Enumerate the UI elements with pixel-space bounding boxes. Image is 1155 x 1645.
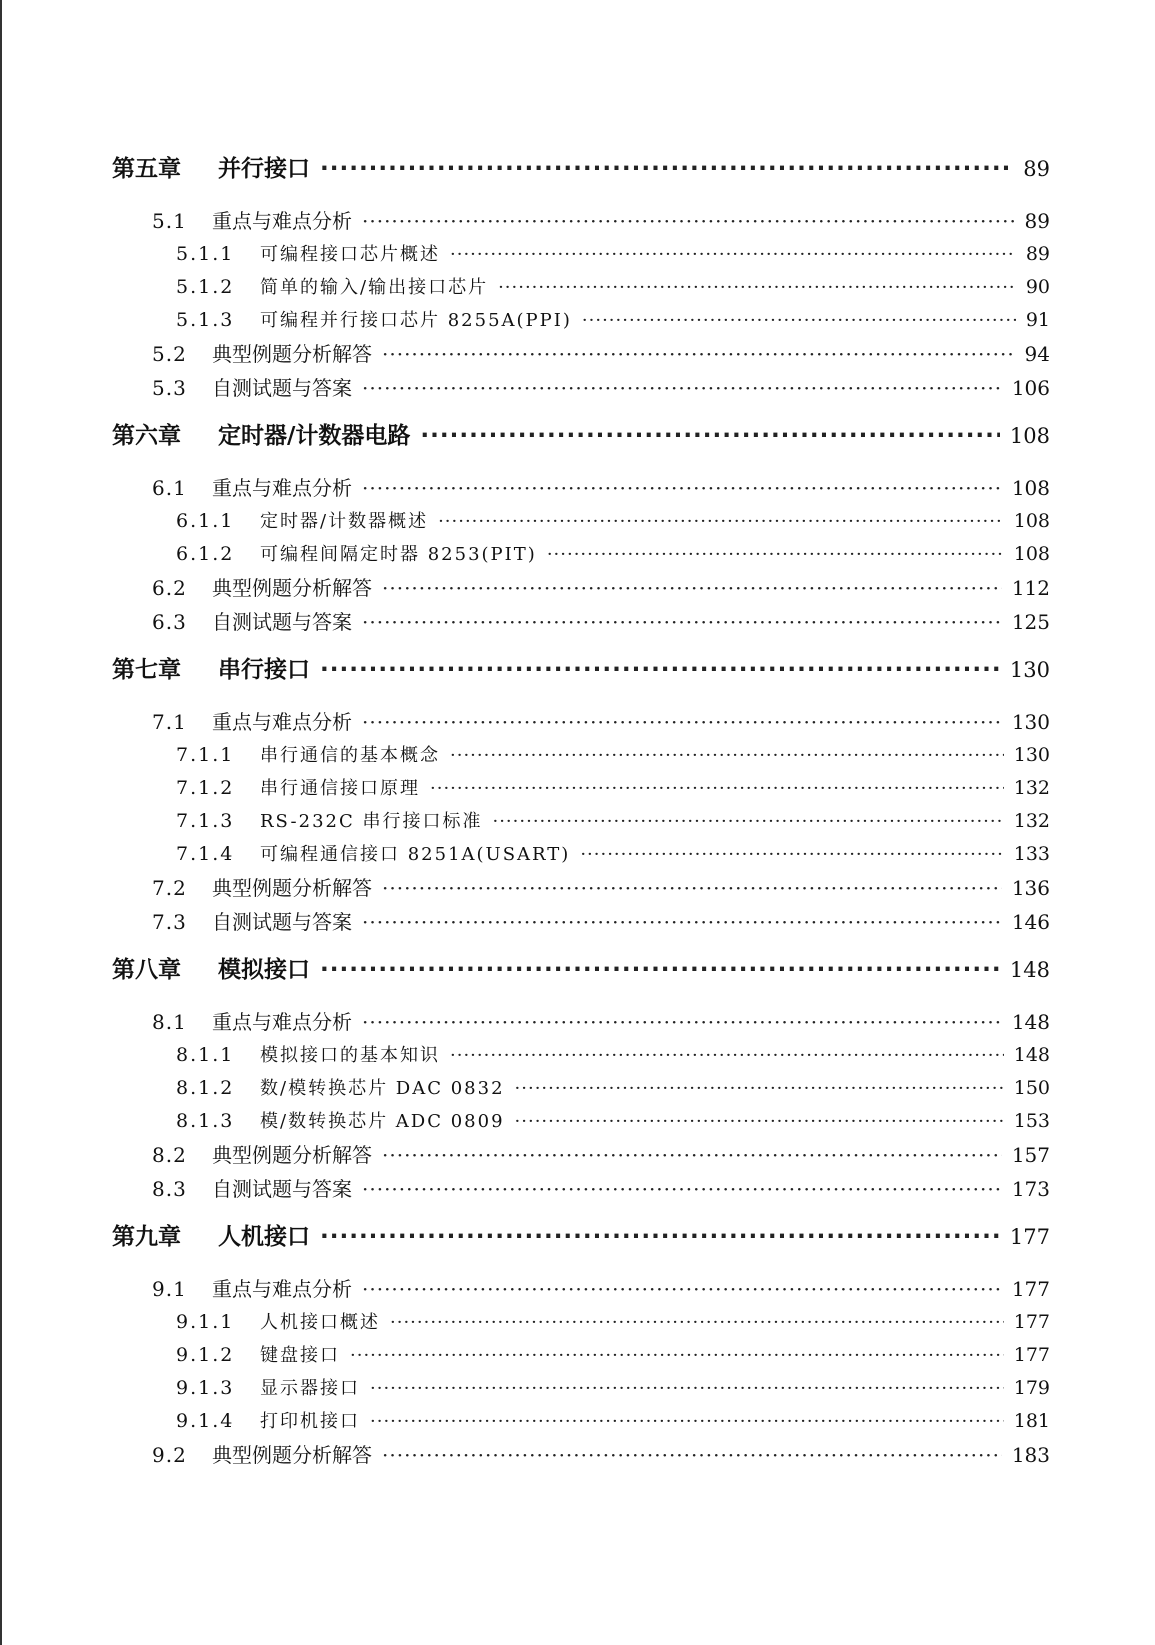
toc-entry-title: 自测试题与答案 [212,376,352,400]
dot-leader [382,571,1002,605]
toc-entry-title: 典型例题分析解答 [212,1443,372,1467]
toc-entry-page-number: 177 [1013,1344,1050,1366]
toc-entry-number: 7.1.3 [176,810,235,832]
dot-leader [580,838,1003,871]
toc-entry-page-number: 130 [1009,658,1050,682]
toc-entry-page-number: 132 [1013,777,1050,799]
toc-entry-title: 键盘接口 [260,1345,340,1366]
toc-entry-title: 自测试题与答案 [212,610,352,634]
toc-subsection-entry [112,304,1050,337]
toc-chapter-entry [112,1214,1050,1260]
toc-entry-number: 6.3 [152,610,187,634]
toc-entry-number: 7.2 [152,876,187,900]
toc-chapter-entry [112,413,1050,459]
toc-entry-title: 模/数转换芯片 ADC 0809 [260,1111,505,1132]
toc-entry-number: 8.1.1 [176,1044,235,1066]
toc-entry-number: 6.1 [152,476,187,500]
toc-entry-number: 6.1.2 [176,543,235,565]
dot-leader [362,1172,1002,1206]
toc-entry-number: 7.1.2 [176,777,235,799]
toc-entry-number: 6.2 [152,576,187,600]
toc-entry-number: 5.1.2 [176,276,235,298]
dot-leader [350,1339,1004,1372]
toc-section-entry [112,605,1050,639]
toc-entry-number: 8.1 [152,1010,187,1034]
toc-entry-number: 7.1.4 [176,843,235,865]
dot-leader [320,947,1000,993]
dot-leader [547,538,1004,571]
dot-leader [370,1372,1004,1405]
toc-section-entry [112,871,1050,905]
toc-subsection-entry [112,772,1050,805]
toc-entry-title: 可编程间隔定时器 8253(PIT) [260,544,537,565]
toc-entry-page-number: 150 [1013,1077,1050,1099]
toc-subsection-entry [112,1405,1050,1438]
toc-entry-title: 串行接口 [218,657,310,683]
toc-chapter-entry [112,647,1050,693]
toc-section-entry [112,1138,1050,1172]
toc-chapter-entry [112,947,1050,993]
toc-entry-page-number: 112 [1011,576,1050,600]
toc-entry-page-number: 177 [1009,1225,1050,1249]
toc-section-entry [112,1272,1050,1306]
toc-entry-title: 重点与难点分析 [212,476,352,500]
toc-entry-title: 定时器/计数器概述 [260,511,429,532]
toc-entry-title: 典型例题分析解答 [212,1143,372,1167]
toc-entry-title: 自测试题与答案 [212,1177,352,1201]
toc-subsection-entry [112,838,1050,871]
dot-leader [362,471,1002,505]
dot-leader [362,1005,1002,1039]
toc-entry-title: 并行接口 [218,156,310,182]
dot-leader [320,647,1000,693]
toc-subsection-entry [112,1039,1050,1072]
dot-leader [450,238,1016,271]
dot-leader [420,413,1000,459]
toc-entry-page-number: 148 [1009,958,1050,982]
toc-entry-page-number: 136 [1011,876,1050,900]
dot-leader [450,1039,1004,1072]
dot-leader [492,805,1003,838]
toc-subsection-entry [112,805,1050,838]
toc-entry-page-number: 108 [1011,476,1050,500]
dot-leader [582,304,1016,337]
toc-entry-title: 人机接口 [218,1224,310,1250]
toc-entry-number: 9.1.2 [176,1344,235,1366]
toc-section-entry [112,1438,1050,1472]
toc-subsection-entry [112,505,1050,538]
toc-entry-number: 8.3 [152,1177,187,1201]
toc-section-entry [112,705,1050,739]
toc-entry-number: 5.3 [152,376,187,400]
dot-leader [498,271,1016,304]
toc-entry-page-number: 132 [1013,810,1050,832]
toc-entry-title: 数/模转换芯片 DAC 0832 [260,1078,505,1099]
toc-entry-title: 重点与难点分析 [212,1010,352,1034]
toc-entry-title: 显示器接口 [260,1378,360,1399]
toc-section-entry [112,1005,1050,1039]
toc-subsection-entry [112,238,1050,271]
toc-entry-page-number: 173 [1011,1177,1050,1201]
dot-leader [362,204,1015,238]
toc-entry-number: 8.1.3 [176,1110,235,1132]
toc-section-entry [112,1172,1050,1206]
toc-section-entry [112,471,1050,505]
toc-subsection-entry [112,538,1050,571]
toc-entry-page-number: 108 [1013,510,1050,532]
toc-entry-number: 9.2 [152,1443,187,1467]
dot-leader [450,739,1004,772]
toc-entry-page-number: 183 [1011,1443,1050,1467]
toc-section-entry [112,337,1050,371]
toc-entry-page-number: 106 [1011,376,1050,400]
dot-leader [382,1138,1002,1172]
toc-entry-title: 定时器/计数器电路 [218,423,411,449]
toc-subsection-entry [112,271,1050,304]
dot-leader [320,1214,1000,1260]
toc-entry-page-number: 133 [1013,843,1050,865]
toc-entry-page-number: 94 [1024,342,1050,366]
toc-section-entry [112,371,1050,405]
toc-entry-number: 8.1.2 [176,1077,235,1099]
dot-leader [362,1272,1002,1306]
dot-leader [362,371,1002,405]
toc-entry-number: 9.1.1 [176,1311,235,1333]
toc-entry-title: RS-232C 串行接口标准 [260,811,483,832]
toc-entry-title: 串行通信接口原理 [260,778,420,799]
dot-leader [320,146,1013,192]
toc-entry-page-number: 89 [1023,157,1050,181]
dot-leader [438,505,1004,538]
toc-entry-page-number: 91 [1025,309,1050,331]
toc-subsection-entry [112,739,1050,772]
table-of-contents [112,146,1050,1472]
dot-leader [430,772,1004,805]
dot-leader [362,705,1002,739]
toc-entry-number: 5.1.1 [176,243,235,265]
toc-entry-title: 可编程接口芯片概述 [260,244,440,265]
toc-entry-page-number: 125 [1011,610,1050,634]
toc-entry-title: 重点与难点分析 [212,1277,352,1301]
page-left-edge [0,0,2,1645]
dot-leader [390,1306,1004,1339]
toc-subsection-entry [112,1339,1050,1372]
toc-entry-number: 6.1.1 [176,510,235,532]
toc-entry-title: 打印机接口 [260,1411,360,1432]
toc-entry-title: 简单的输入/输出接口芯片 [260,277,489,298]
toc-entry-title: 可编程通信接口 8251A(USART) [260,844,571,865]
toc-entry-page-number: 146 [1011,910,1050,934]
toc-entry-number: 第六章 [112,423,181,449]
toc-entry-number: 5.2 [152,342,187,366]
toc-entry-page-number: 90 [1025,276,1050,298]
toc-entry-title: 重点与难点分析 [212,710,352,734]
dot-leader [382,871,1002,905]
toc-entry-page-number: 177 [1011,1277,1050,1301]
toc-entry-page-number: 130 [1013,744,1050,766]
toc-entry-number: 7.3 [152,910,187,934]
dot-leader [370,1405,1004,1438]
toc-entry-number: 第七章 [112,657,181,683]
toc-entry-title: 典型例题分析解答 [212,876,372,900]
toc-entry-title: 典型例题分析解答 [212,342,372,366]
toc-entry-number: 7.1.1 [176,744,235,766]
dot-leader [362,605,1002,639]
toc-entry-number: 9.1 [152,1277,187,1301]
dot-leader [515,1072,1004,1105]
toc-entry-page-number: 179 [1013,1377,1050,1399]
toc-entry-number: 第九章 [112,1224,181,1250]
toc-entry-number: 5.1.3 [176,309,235,331]
toc-entry-number: 5.1 [152,209,187,233]
toc-entry-title: 串行通信的基本概念 [260,745,440,766]
toc-section-entry [112,571,1050,605]
toc-entry-title: 重点与难点分析 [212,209,352,233]
toc-entry-page-number: 153 [1013,1110,1050,1132]
toc-entry-title: 典型例题分析解答 [212,576,372,600]
dot-leader [515,1105,1004,1138]
dot-leader [362,905,1002,939]
toc-entry-number: 第五章 [112,156,181,182]
toc-subsection-entry [112,1105,1050,1138]
toc-entry-title: 人机接口概述 [260,1312,380,1333]
toc-entry-page-number: 108 [1013,543,1050,565]
toc-entry-page-number: 130 [1011,710,1050,734]
toc-entry-title: 可编程并行接口芯片 8255A(PPI) [260,310,572,331]
toc-entry-title: 自测试题与答案 [212,910,352,934]
toc-entry-number: 9.1.4 [176,1410,235,1432]
dot-leader [382,337,1015,371]
toc-entry-page-number: 148 [1011,1010,1050,1034]
toc-entry-page-number: 181 [1013,1410,1050,1432]
toc-subsection-entry [112,1072,1050,1105]
toc-entry-number: 9.1.3 [176,1377,235,1399]
toc-entry-title: 模拟接口的基本知识 [260,1045,440,1066]
toc-entry-title: 模拟接口 [218,957,310,983]
toc-entry-number: 8.2 [152,1143,187,1167]
toc-entry-page-number: 89 [1024,209,1050,233]
dot-leader [382,1438,1002,1472]
toc-section-entry [112,905,1050,939]
toc-section-entry [112,204,1050,238]
toc-chapter-entry [112,146,1050,192]
toc-entry-page-number: 177 [1013,1311,1050,1333]
toc-entry-number: 7.1 [152,710,187,734]
toc-subsection-entry [112,1306,1050,1339]
toc-entry-page-number: 157 [1011,1143,1050,1167]
toc-subsection-entry [112,1372,1050,1405]
toc-entry-page-number: 89 [1025,243,1050,265]
toc-entry-number: 第八章 [112,957,181,983]
toc-entry-page-number: 108 [1009,424,1050,448]
toc-entry-page-number: 148 [1013,1044,1050,1066]
